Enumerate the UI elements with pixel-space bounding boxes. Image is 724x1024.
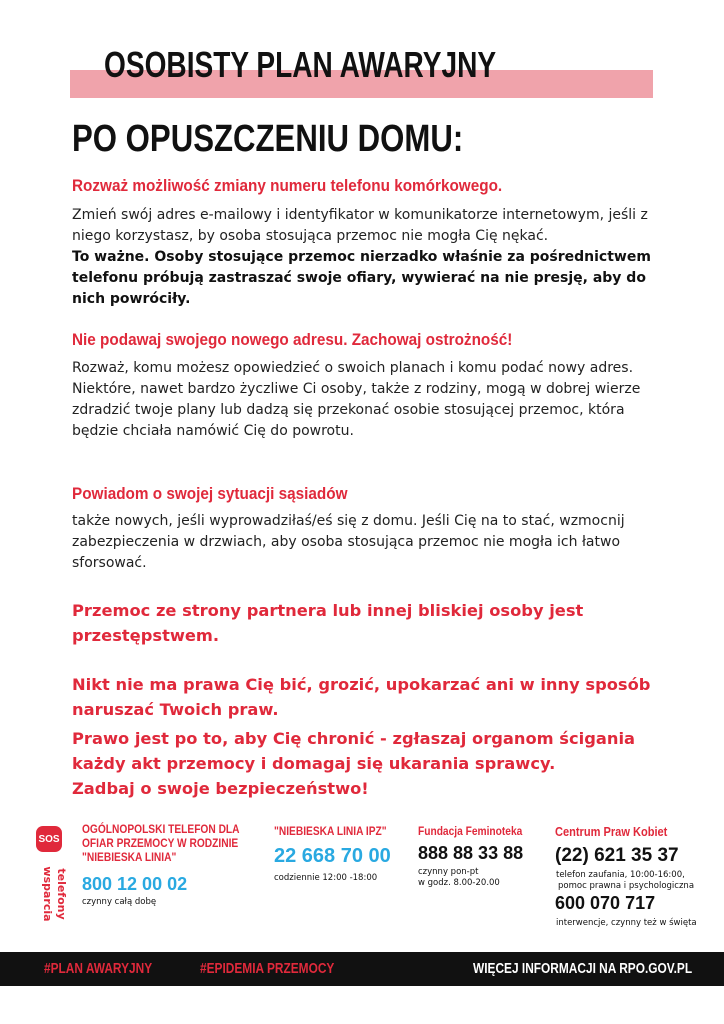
section-2-body [72, 358, 662, 442]
statement-rights: Nikt nie ma prawa Cię bić, grozić, upokarzać ani w inny sposób naruszać Twoich praw. [72, 675, 651, 719]
contact-3-name: Fundacja Feminoteka [418, 824, 523, 838]
document-title: OSOBISTY PLAN AWARYJNY [104, 44, 497, 85]
section-1-body [72, 205, 662, 310]
hashtag-plan: #PLAN AWARYJNY [44, 961, 153, 977]
contact-1-note: czynny całą dobę [82, 897, 157, 907]
contact-2-name: "NIEBIESKA LINIA IPZ" [274, 824, 387, 838]
hashtag-epidemic: #EPIDEMIA PRZEMOCY [200, 961, 335, 977]
section-2-heading: Nie podawaj swojego nowego adresu. Zachowaj ostrożność! [72, 330, 513, 349]
statement-law: Prawo jest po to, aby Cię chronić - zgłaszaj organom ścigania każdy akt przemocy i domagaj się ukarania sprawcy. [72, 729, 636, 773]
vertical-label [54, 858, 68, 930]
section-1-text: Zmień swój adres e-mailowy i identyfikator w komunikatorze internetowym, jeśli z niego korzystasz, by osoba stosująca przemoc nie mogła Cię nękać. [72, 207, 648, 244]
contact-4-number: (22) 621 35 37 [555, 845, 679, 866]
contact-3-note-2: w godz. 8.00-20.00 [418, 878, 500, 888]
contact-4-note-2: pomoc prawna i psychologiczna [558, 881, 695, 891]
section-1-heading: Rozważ możliwość zmiany numeru telefonu komórkowego. [72, 176, 503, 195]
contact-3-note-1: czynny pon-pt [418, 867, 479, 877]
vertical-label-2-wrap [40, 858, 54, 930]
contact-3-number: 888 88 33 88 [418, 843, 524, 863]
contact-4-note-3: interwencje, czynny też w święta [556, 918, 697, 928]
vertical-label-line-1: telefony [55, 868, 68, 920]
section-title: PO OPUSZCZENIU DOMU: [72, 118, 464, 160]
contact-4-name: Centrum Praw Kobiet [555, 824, 668, 839]
statement-crime: Przemoc ze strony partnera lub innej bliskiej osoby jest przestępstwem. [72, 601, 584, 645]
contact-2-note: codziennie 12:00 -18:00 [274, 873, 378, 883]
vertical-label-line-2: wsparcia [41, 866, 54, 922]
more-info-link[interactable]: WIĘCEJ INFORMACJI NA RPO.GOV.PL [473, 961, 693, 977]
contact-4-number-2: 600 070 717 [555, 893, 656, 913]
contact-1-number: 800 12 00 02 [82, 874, 188, 894]
contact-1-name: OGÓLNOPOLSKI TELEFON DLA OFIAR PRZEMOCY W RODZINIE "NIEBIESKA LINIA" [82, 822, 240, 864]
section-3-body: także nowych, jeśli wyprowadziłaś/eś się z domu. Jeśli Cię na to stać, wzmocnij zabezpieczenia w drzwiach, aby osoba stosująca przemoc nie mogła ich łatwo sforsować. [72, 513, 625, 571]
section-2-text-1: Rozważ, komu możesz opowiedzieć o swoich planach i komu podać nowy adres. [72, 360, 634, 376]
statement-safety: Zadbaj o swoje bezpieczeństwo! [72, 779, 369, 798]
sos-icon: SOS [36, 826, 62, 852]
section-3-heading: Powiadom o swojej sytuacji sąsiadów [72, 484, 348, 503]
section-1-bold-text: To ważne. Osoby stosujące przemoc nierzadko właśnie za pośrednictwem telefonu próbują zastraszać swoje ofiary, wywierać na nie presję, aby do nich powróciły. [72, 249, 651, 307]
contact-2-number: 22 668 70 00 [274, 845, 391, 867]
contact-4-note-1: telefon zaufania, 10:00-16:00, [556, 870, 685, 880]
section-2-text-2: Niektóre, nawet bardzo życzliwe Ci osoby, także z rodziny, mogą w dobrej wierze zdradzić twoje plany lub dadzą się przekonać osobie stosującej przemoc, która będzie chciała namówić Cię do powrotu. [72, 381, 641, 439]
